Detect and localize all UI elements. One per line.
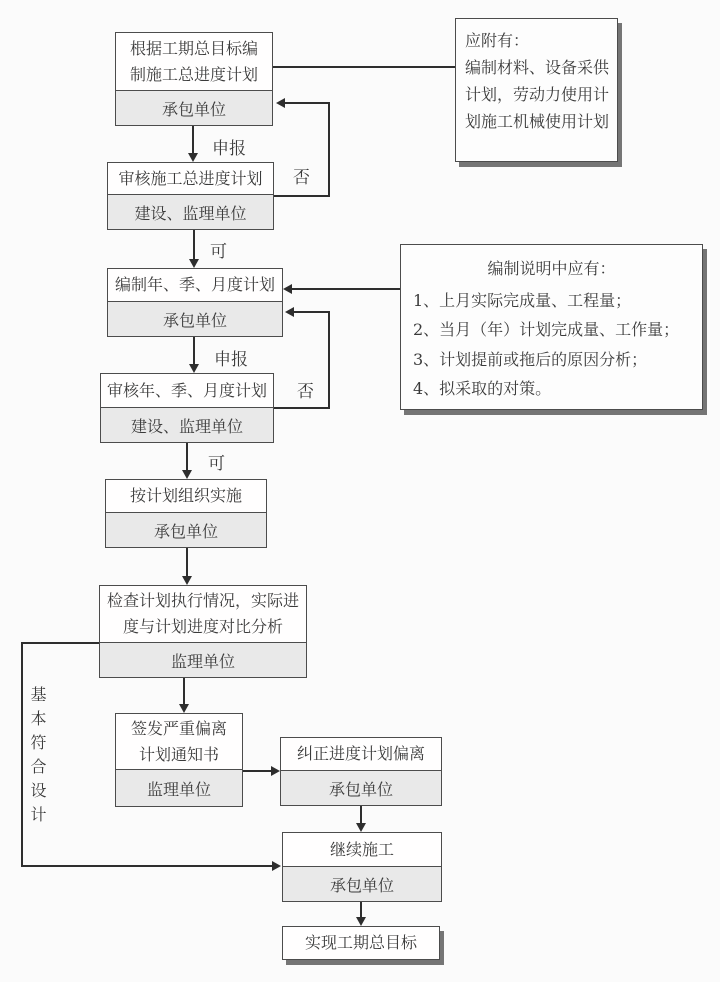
node-implement-per-plan — [105, 479, 267, 548]
note-heading: 应附有： — [465, 31, 530, 50]
edge-line — [243, 770, 272, 772]
edge-line — [21, 865, 273, 867]
node-title: 审核施工总进度计划 — [118, 168, 263, 188]
note-item: 3、计划提前或拖后的原因分析； — [413, 349, 648, 369]
edge-line — [183, 678, 185, 705]
edge-line — [186, 443, 188, 471]
edge-label-basically-conform: 基本符合设计 — [28, 686, 47, 830]
node-agency: 承包单位 — [283, 866, 441, 901]
edge-line — [274, 195, 330, 197]
node-title: 根据工期总目标编制施工总进度计划 — [129, 38, 258, 84]
edge-label-declare-2: 申报 — [214, 350, 248, 370]
edge-line — [192, 126, 194, 154]
node-title: 按计划组织实施 — [129, 486, 242, 505]
edge-line — [273, 66, 455, 68]
node-title: 检查计划执行情况，实际进度与计划进度对比分析 — [106, 591, 299, 636]
edge-label-no-2: 否 — [297, 382, 314, 402]
node-agency: 承包单位 — [116, 90, 272, 125]
edge-line — [293, 311, 330, 313]
edge-line — [328, 311, 330, 409]
node-title: 继续施工 — [329, 839, 394, 859]
arrowhead-right — [272, 861, 281, 871]
node-title: 纠正进度计划偏离 — [296, 744, 425, 763]
edge-line — [360, 902, 362, 918]
edge-line — [193, 230, 195, 260]
node-title: 签发严重偏离计划通知书 — [130, 718, 227, 764]
node-title: 实现工期总目标 — [304, 933, 417, 952]
edge-line — [22, 642, 99, 644]
edge-line — [21, 642, 23, 867]
note-item: 4、拟采取的对策。 — [413, 378, 552, 398]
arrowhead-down — [179, 704, 189, 713]
arrowhead-down — [182, 470, 192, 479]
arrowhead-down — [189, 364, 199, 373]
edge-label-yes-2: 可 — [208, 454, 225, 474]
edge-line — [193, 337, 195, 365]
arrowhead-left — [283, 284, 292, 294]
node-agency: 监理单位 — [116, 769, 242, 806]
node-agency: 监理单位 — [100, 642, 306, 677]
edge-line — [274, 407, 330, 409]
node-review-master-schedule — [107, 162, 274, 230]
edge-label-declare-1: 申报 — [212, 139, 246, 159]
node-agency: 承包单位 — [108, 301, 282, 336]
arrowhead-down — [188, 153, 198, 162]
arrowhead-down — [356, 917, 366, 926]
note-required-attachments — [455, 18, 618, 162]
arrowhead-left — [276, 98, 285, 108]
node-agency: 承包单位 — [106, 512, 266, 547]
node-agency: 建设、监理单位 — [108, 194, 273, 229]
arrowhead-down — [189, 259, 199, 268]
note-body: 编制材料、设备采供计划，劳动力使用计划施工机械使用计划 — [465, 58, 610, 131]
arrowhead-right — [271, 766, 280, 776]
node-compile-master-schedule — [115, 32, 273, 126]
arrowhead-down — [356, 823, 366, 832]
node-agency: 承包单位 — [281, 770, 441, 805]
note-item: 1、上月实际完成量、工程量； — [413, 291, 632, 311]
node-continue-construction — [282, 832, 442, 902]
edge-label-no-1: 否 — [293, 168, 310, 188]
node-issue-deviation-notice — [115, 713, 243, 807]
edge-line — [360, 806, 362, 824]
edge-label-yes-1: 可 — [210, 242, 227, 262]
arrowhead-left — [285, 307, 294, 317]
node-agency: 建设、监理单位 — [101, 407, 273, 442]
note-item: 2、当月（年）计划完成量、工作量； — [413, 320, 680, 340]
node-compile-periodic-plans — [107, 268, 283, 337]
edge-line — [328, 102, 330, 197]
node-check-plan-execution — [99, 585, 307, 678]
note-compilation-explanation — [400, 244, 703, 410]
edge-line — [291, 288, 400, 290]
edge-line — [186, 548, 188, 577]
node-review-periodic-plans — [100, 373, 274, 443]
arrowhead-down — [182, 576, 192, 585]
edge-line — [284, 102, 330, 104]
node-title: 审核年、季、月度计划 — [106, 380, 267, 400]
node-achieve-master-goal — [282, 926, 440, 960]
node-correct-deviation — [280, 737, 442, 806]
note-heading: 编制说明中应有： — [487, 259, 616, 279]
node-title: 编制年、季、月度计划 — [114, 275, 275, 294]
